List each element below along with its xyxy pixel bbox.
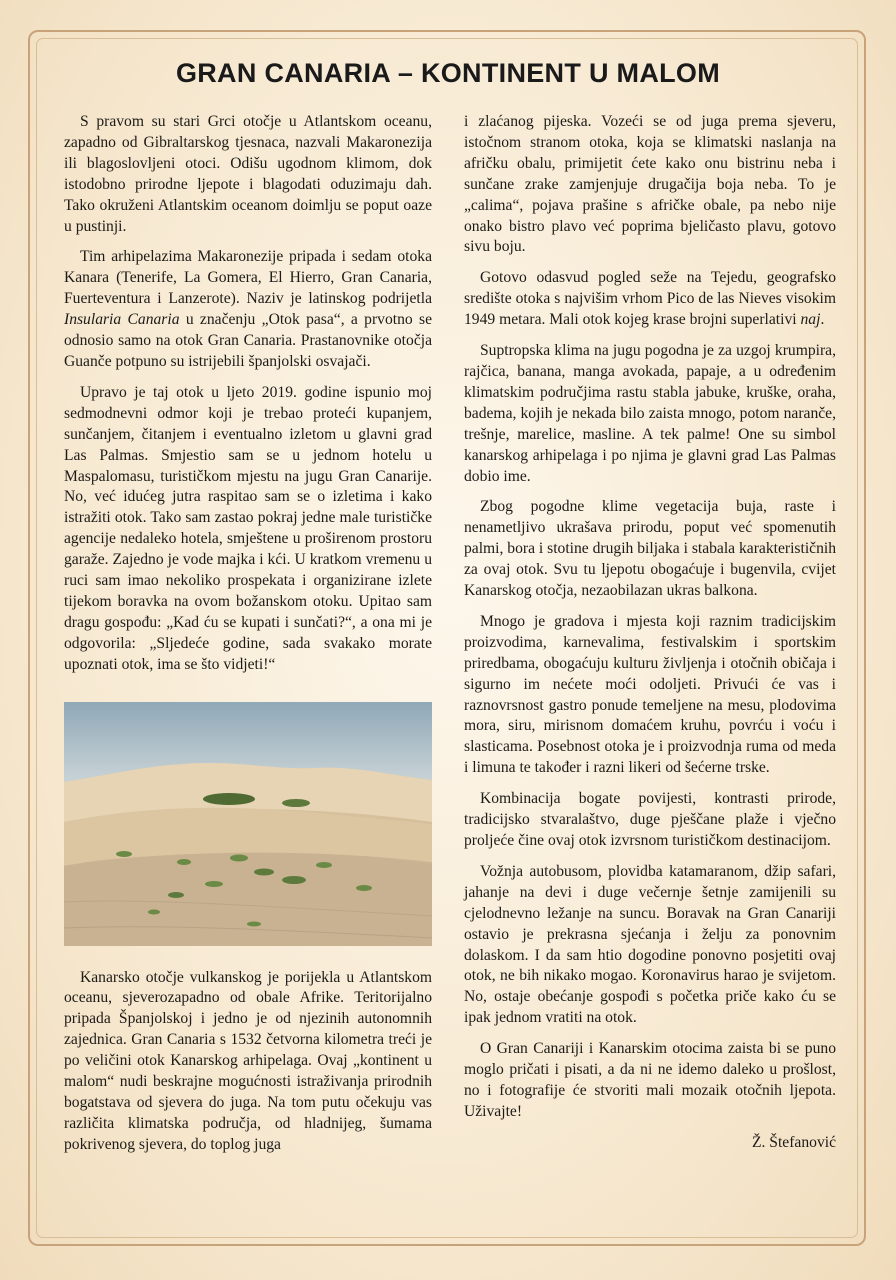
paragraph-archipelago-text: Tim arhipelazima Makaronezije pripada i sedam otoka Kanara (Tenerife, La Gomera, El Hierro, Gran Canaria, Fuerteventura i Lanzerote). Naziv je latinskog podrijetla: [64, 248, 432, 308]
paragraph-vegetation: Zbog pogodne klime vegetacija buja, raste i nenametljivo ukrašava prirodu, poput već spomenutih palmi, bora i stotine drugih biljaka i stabala karakterističnih za ovaj otok. Svu tu ljepotu obogaćuje i bugenvila, cvijet Kanarskog otočja, nezaobilazan ukras balkona.: [464, 498, 836, 600]
latin-name: Insularia Canaria: [64, 311, 180, 329]
right-column: [464, 112, 836, 1164]
dunes-photo: [64, 702, 432, 946]
paragraph-trip: Upravo je taj otok u ljeto 2019. godine ispunio moj sedmodnevni odmor koji je trebao proteći kupanjem, sunčanjem, čitanjem i eventualno izletom u glavni grad Las Palmas. Smjestio sam se u jednom hotelu u Maspalomasu, turističkom mjestu na jugu Gran Canarije. No, već idućeg jutra raspitao sam se o izletima i kako istražiti otok. Tako sam zastao pokraj jedne male turističke agencije nedaleko hotela, smještene u proširenom prostoru garaže. Zajedno je vode majka i kći. U kratkom vremenu u ruci sam imao nekoliko prospekata i organizirane izlete tijekom boravka na ovom božanskom otoku. Upitao sam dragu gospođu: „Kad ću se kupati i sunčati?“, a ona mi je odgovorila: „Sljedeće godine, sada svakako morate upoznati otok, ima se što vidjeti!“: [64, 383, 432, 673]
left-column: [64, 112, 432, 1166]
paragraph-activities: Vožnja autobusom, plovidba katamaranom, džip safari, jahanje na devi i duge večernje šetnje zamijenili su cjelodnevno ležanje na suncu. Boravak na Gran Canariji ostavio je prekrasna sjećanja i želju za ponovnim dolaskom. I da sam htio dogodine ponovno posjetiti ovaj otok, ne bih nikako mogao. Koronavirus harao je svijetom. No, ostaje obećanje gospođi s početka priče kako ću se ipak jednom vratiti na otok.: [464, 862, 836, 1027]
naj-word: naj: [800, 311, 821, 329]
article-title: GRAN CANARIA – KONTINENT U MALOM: [175, 58, 721, 88]
paragraph-archipelago-rest: u značenju „Otok pasa“, a prvotno se odnosio samo na otok Gran Canaria. Prastanovnike otočja Guanče potpuno su istrijebili španjolski osvajači.: [64, 311, 432, 370]
author-signature: Ž. Štefanović: [751, 1133, 836, 1151]
paragraph-tejeda: [464, 268, 836, 331]
paragraph-tejeda-text: Gotovo odasvud pogled seže na Tejedu, geografsko središte otoka s najvišim vrhom Pico de las Nieves visokim 1949 metara. Mali otok kojeg krase brojni superlativi: [464, 269, 836, 329]
paragraph-archipelago: [64, 247, 432, 372]
paragraph-geography: Kanarsko otočje vulkanskog je porijekla u Atlantskom oceanu, sjeverozapadno od obale Afrike. Teritorijalno pripada Španjolskoj i jedno je od njezinih autonomnih zajednica. Gran Canaria s 1532 četvorna kilometra treći je po veličini otok Kanarskog arhipelaga. Ovaj „kontinent u malom“ nudi beskrajne mogućnosti istraživanja prirodnih bogatstava od sjevera do juga. Na tom putu očekuju vas različita klimatska područja, od hladnijeg, šumama pokrivenog sjevera, do toplog juga: [64, 968, 432, 1153]
paragraph-calima: i zlaćanog pijeska. Vozeći se od juga prema sjeveru, istočnom stranom otoka, koja se klimatski naslanja na afričku obalu, primijetit ćete kako onu bistrinu neba i sunčane zrake zamjenjuje drugačija boja neba. To je „calima“, pojava prašine s afričke obale, pa nebo nije onako bistro plavo već poprima bjeličasto plavu, gotovo sivu boju.: [464, 113, 836, 256]
paragraph-intro: S pravom su stari Grci otočje u Atlantskom oceanu, zapadno od Gibraltarskog tjesnaca, nazvali Makaronezija ili blagoslovljeni otoci. Odišu ugodnom klimom, dok istodobno prirodne ljepote i blagodati oduzimaju dah. Tako okruženi Atlantskim oceanom doimlju se poput oaze u pustinji.: [64, 113, 432, 235]
paragraph-culture: Mnogo je gradova i mjesta koji raznim tradicijskim proizvodima, karnevalima, festivalskim i sportskim priredbama, obogaćuju kulturu življenja i otočnih običaja i sigurno im nećete moći odoljeti. Privući će vas i raznovrsnost gastro ponude temeljene na mesu, plodovima mora, siru, mirisnom domaćem kruhu, povrću i voću i slasticama. Posebnost otoka je i proizvodnja ruma od meda i limuna te također i razni likeri od šećerne trske.: [464, 612, 836, 777]
paragraph-combination: Kombinacija bogate povijesti, kontrasti prirode, tradicijsko stvaralaštvo, duge pješčane plaže i vječno proljeće čine ovaj otok izvrsnom turističkom destinacijom.: [464, 790, 836, 849]
paragraph-climate: Suptropska klima na jugu pogodna je za uzgoj krumpira, rajčica, banana, manga avokada, papaje, a u određenim klimatskim područjima rastu stabla jabuke, kruške, oraha, badema, kojih je nekada bilo zaista mnogo, potom naranče, trešnje, marelice, masline. A tek palme! One su simbol kanarskog arhipelaga i po njima je glavni grad Las Palmas dobio ime.: [464, 342, 836, 485]
paragraph-closing: O Gran Canariji i Kanarskim otocima zaista bi se puno moglo pričati i pisati, a da ni ne idemo daleko u prošlost, no i fotografije će stvoriti mali mozaik otočnih ljepota. Uživajte!: [464, 1040, 836, 1120]
paragraph-tejeda-end: .: [820, 311, 825, 329]
